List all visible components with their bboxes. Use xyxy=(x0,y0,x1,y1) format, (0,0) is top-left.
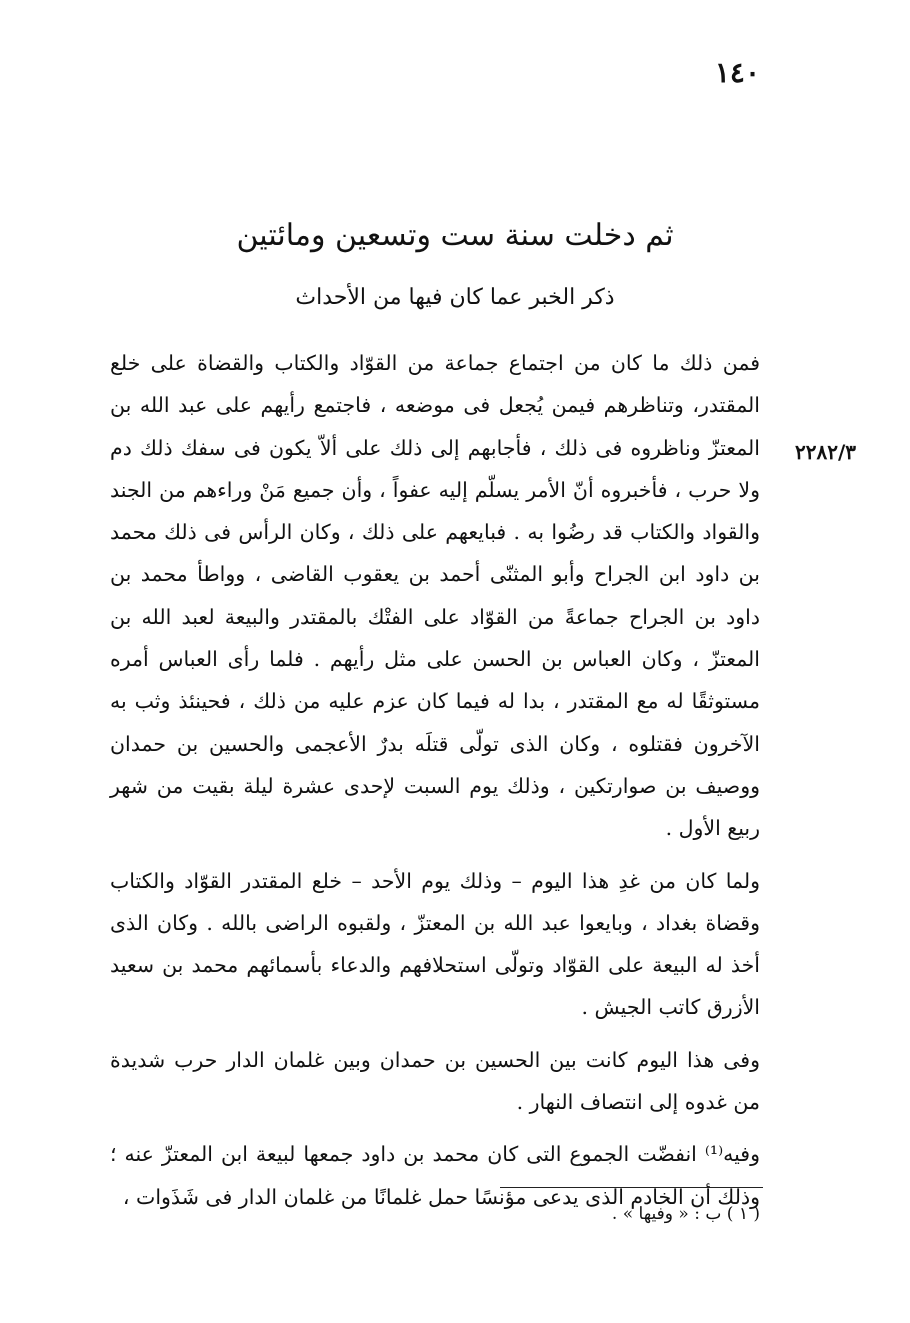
paragraph: فمن ذلك ما كان من اجتماع جماعة من القوّاد والكتاب والقضاة على خلع المقتدر، وتناظرهم فيمن يُجعل فى موضعه ، فاجتمع رأيهم على عبد الله بن المعتزّ وناظروه فى ذلك ، فأجابهم إلى ذلك على ألاّ يكون فى سفك ذلك دم ولا حرب ، فأخبروه أنّ الأمر يسلّم إليه عفواً ، وأن جميع مَنْ وراءهم من الجند والقواد والكتاب قد رضُوا به . فبايعهم على ذلك ، وكان الرأس فى ذلك محمد بن داود ابن الجراح وأبو المثنّى أحمد بن يعقوب القاضى ، وواطأ محمد بن داود بن الجراح جماعةً من القوّاد على الفتْك بالمقتدر والبيعة لعبد الله بن المعتزّ ، وكان العباس بن الحسن على مثل رأيهم . فلما رأى العباس أمره مستوثقًا له مع المقتدر ، بدا له فيما كان عزم عليه من ذلك ، فحينئذ وثب به الآخرون فقتلوه ، وكان الذى تولّى قتلَه بدرٌ الأعجمى والحسين بن حمدان ووصيف بن صوارتكين ، وذلك يوم السبت لإحدى عشرة ليلة بقيت من شهر ربيع الأول . xyxy=(110,351,760,841)
page-number: ١٤٠ xyxy=(714,56,760,89)
paragraph: وفى هذا اليوم كانت بين الحسين بن حمدان وبين غلمان الدار حرب شديدة من غدوه إلى انتصاف النهار . xyxy=(110,1047,760,1115)
body-text xyxy=(110,342,760,1218)
section-subheading: ذكر الخبر عما كان فيها من الأحداث xyxy=(295,285,615,310)
section-heading: ثم دخلت سنة ست وتسعين ومائتين xyxy=(236,218,674,253)
margin-reference: ٢٢٨٢/٣ xyxy=(795,440,857,464)
paragraph: ولما كان من غدِ هذا اليوم – وذلك يوم الأحد – خلع المقتدر القوّاد والكتاب وقضاة بغداد ، وبايعوا عبد الله بن المعتزّ ، ولقبوه الراضى بالله . وكان الذى أخذ له البيعة على القوّاد وتولّى استحلافهم والدعاء بأسمائهم محمد بن سعيد الأزرق كاتب الجيش . xyxy=(110,868,760,1020)
footnote-divider xyxy=(500,1187,763,1188)
paragraph: وفيه⁽¹⁾ انفضّت الجموع التى كان محمد بن داود جمعها لبيعة ابن المعتزّ عنه ؛ وذلك أن الخادم الذى يدعى مؤنسًا حمل غلمانًا من غلمان الدار فى شَذَوات ، xyxy=(110,1142,760,1209)
footnote: ( ١ ) ب : « وفيها » . xyxy=(611,1204,760,1224)
